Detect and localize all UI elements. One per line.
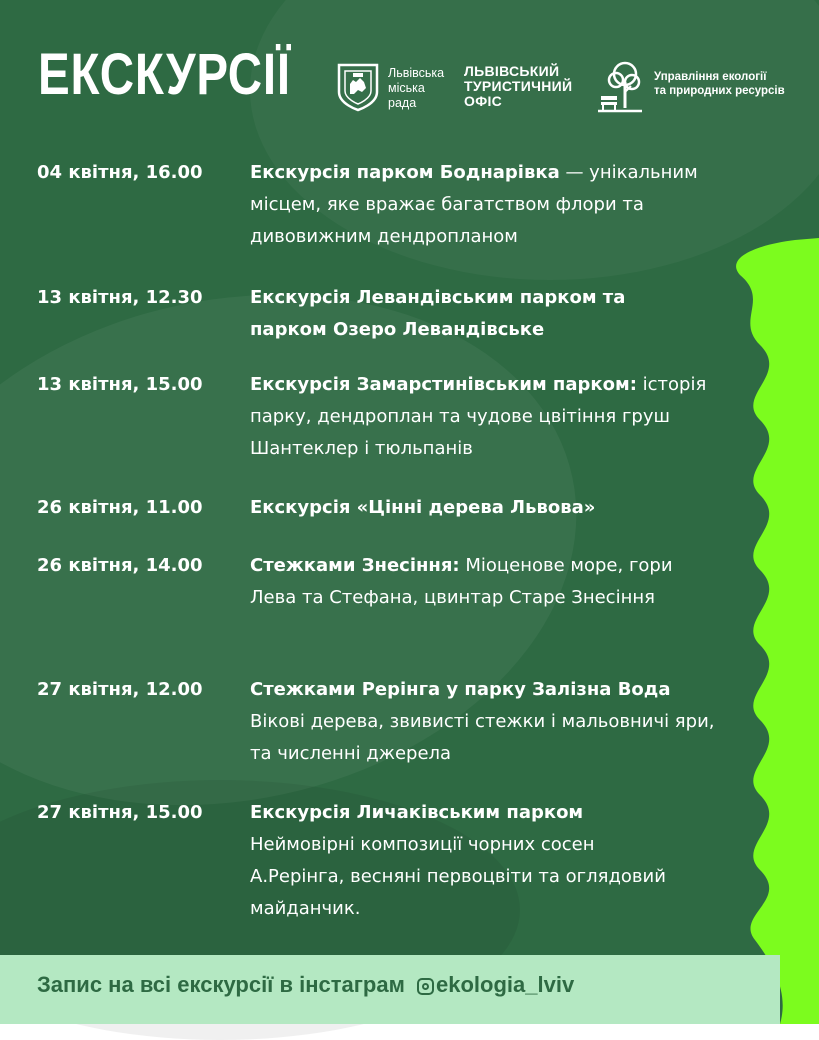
event-description: Стежками Знесіння: Міоценове море, гори Лева та Стефана, цвинтар Старе Знесіння	[250, 555, 673, 608]
event-description	[250, 492, 750, 524]
event-title: Екскурсія «Цінні дерева Львова»	[250, 497, 596, 518]
city-crest-icon	[336, 62, 380, 112]
event-description: Екскурсія парком Боднарівка — унікальним місцем, яке вражає багатством флори та дивовижним дендропланом	[250, 162, 698, 247]
event-title: Екскурсія Левандівським парком та парком Озеро Левандівське	[250, 287, 626, 340]
event-date: 13 квітня, 15.00	[37, 374, 203, 395]
event-title: Екскурсія Личаківським парком	[250, 802, 584, 823]
eco-department-name: Управління екології та природних ресурсів	[654, 71, 785, 97]
header	[38, 40, 818, 130]
event-date: 27 квітня, 15.00	[37, 802, 203, 823]
event-description: Екскурсія Личаківським парком Неймовірні композиції чорних сосен А.Рерінга, весняні первоцвіти та оглядовий майданчик.	[250, 802, 666, 919]
event-description	[250, 282, 630, 346]
event-date: 27 квітня, 12.00	[37, 679, 203, 700]
event-date: 13 квітня, 12.30	[37, 287, 203, 308]
event-description: Екскурсія Замарстинівським парком: історія парку, дендроплан та чудове цвітіння груш Шантеклер і тюльпанів	[250, 374, 707, 459]
footer-banner	[0, 955, 780, 1024]
event-date: 26 квітня, 11.00	[37, 497, 203, 518]
event-date: 04 квітня, 16.00	[37, 162, 203, 183]
event-title: Стежками Знесіння:	[250, 555, 460, 576]
event-title: Стежками Рерінга у парку Залізна Вода	[250, 679, 671, 700]
page-title: ЕКСКУРСІЇ	[38, 42, 291, 107]
event-description: Стежками Рерінга у парку Залізна Вода Вікові дерева, звивисті стежки і мальовничі яри, та численні джерела	[250, 679, 715, 764]
city-council-name: Львівська міська рада	[388, 66, 445, 110]
tourist-office-logo: ЛЬВІВСЬКИЙ ТУРИСТИЧНИЙ ОФІС	[464, 63, 573, 109]
tree-bench-icon	[598, 58, 644, 114]
event-title: Екскурсія Замарстинівським парком:	[250, 374, 637, 395]
event-date: 26 квітня, 14.00	[37, 555, 203, 576]
instagram-handle[interactable]: ekologia_lviv	[436, 972, 575, 997]
footer-signup-text: Запис на всі екскурсії в інстаграм ekologia_lviv	[37, 972, 575, 997]
instagram-icon	[417, 978, 434, 995]
event-title: Екскурсія парком Боднарівка	[250, 162, 560, 183]
